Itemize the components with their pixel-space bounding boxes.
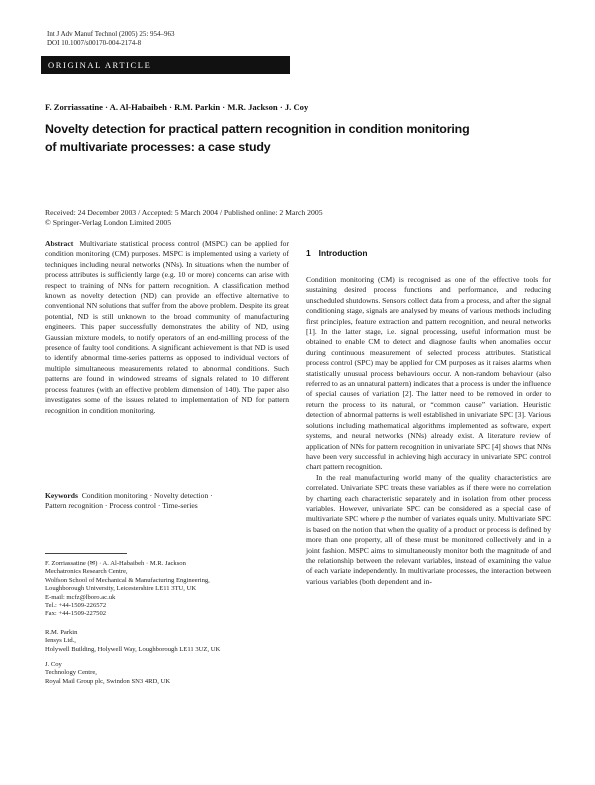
affiliation-line: Iensys Ltd., [45,637,76,645]
journal-reference [47,30,175,48]
introduction-body [306,275,551,587]
intro-paragraph-2-part-b: the number of variates equals unity. Multivariate SPC is based on the notion that when the quality of a product or process is defined by more than one property, all of these must be monitored collectively and in a joint fashion. MSPC aims to simultaneously monitor both the magnitude of and the relationship between the relevant variables, instead of examining the value of each variate independently. In multivariate processes, the interaction between various variables (both dependent and in- [306,514,551,586]
affiliation-line: Mechatronics Research Centre, [45,568,128,576]
variable-p: p [380,514,385,524]
paper-title-line-2: of multivariate processes: a case study [45,140,271,154]
affiliation-line: Technology Centre, [45,669,97,677]
intro-paragraph-1: Condition monitoring (CM) is recognised as one of the effective tools for sustaining desired process functions and performance, and reducing unscheduled shutdowns. Sensors collect data from a process, and after the signal conditioning stage, signals are analysed by means of various methods including first principles, feature extraction and pattern recognition, and neural networks [1]. In the latter stage, i.e. signal processing, useful information must be obtained to enable CM to detect and diagnose faults when anomalies occur during continuous measurement of selected process attributes. Statistical process control (SPC) may be applied for CM purposes as it raises alarms when statistically unusual process behaviours occur. A non-random behaviour (also referred to as an unnatural pattern) indicates that a process is under the influence of special causes of variation [2]. The latter need to be removed in order to return the process to its natural, or “common cause” variation. Heuristic detection of abnormal patterns is well established in univariate SPC [3]. Various solutions including mathematical algorithms implemented as software, expert systems, and neural networks (NNs) already exist. A literature review of application of NNs for pattern recognition in univariate SPC [4] shows that NNs have been very successful in achieving high accuracy in univariate SPC control chart pattern recognition. [306,275,551,472]
affiliation-line: Loughborough University, Leicestershire LE11 3TU, UK [45,585,197,593]
paper-title [45,120,565,156]
affiliation-coy [45,661,170,686]
affiliation-parkin [45,629,220,654]
keywords-label: Keywords [45,491,78,500]
affiliation-line: Royal Mail Group plc, Swindon SN3 4RD, UK [45,677,171,685]
affiliation-line: F. Zorriassatine (✉) · A. Al-Habaibeh · M.R. Jackson [45,560,186,567]
affiliation-line: Holywell Building, Holywell Way, Loughborough LE11 3UZ, UK [45,645,221,653]
affiliation-line: Fax: +44-1509-227502 [45,610,107,618]
intro-paragraph-2-part-a: In the real manufacturing world many of the quality characteristics are correlated. Univariate SPC treats these variables as if there were no correlation by charting each characteristic separately and in isolation from other process variables. However, univariate SPC can be considered as a special case of multivariate SPC where [306,472,551,524]
footnote-divider [45,553,127,554]
keywords-line-2: Pattern recognition · Process control · Time-series [45,501,198,511]
affiliation-line: Tel.: +44-1509-226572 [45,602,107,610]
paper-title-line-1: Novelty detection for practical pattern recognition in condition monitoring [45,122,470,136]
section-number: 1 [306,248,311,258]
affiliation-corresponding [45,560,210,619]
keywords-block [45,491,289,512]
article-type-banner: ORIGINAL ARTICLE [41,56,290,74]
publication-dates [45,208,323,228]
copyright-notice: © Springer-Verlag London Limited 2005 [45,218,172,227]
affiliation-line: J. Coy [45,661,62,668]
abstract-block [45,239,289,416]
author-list: F. Zorriassatine · A. Al-Habaibeh · R.M. Parkin · M.R. Jackson · J. Coy [45,102,309,112]
affiliation-line: R.M. Parkin [45,629,78,636]
abstract-label: Abstract [45,239,74,248]
received-accepted-dates: Received: 24 December 2003 / Accepted: 5 March 2004 / Published online: 2 March 2005 [45,208,323,217]
affiliation-line: Wolfson School of Mechanical & Manufacturing Engineering, [45,576,210,584]
keywords-line-1: Condition monitoring · Novelty detection · [81,491,213,500]
intro-paragraph-2 [306,473,551,587]
section-heading-introduction [306,248,368,258]
affiliation-line: E-mail: mcfz@lboro.ac.uk [45,593,116,601]
section-title: Introduction [318,248,368,258]
journal-doi: DOI 10.1007/s00170-004-2174-8 [47,39,142,47]
journal-citation: Int J Adv Manuf Technol (2005) 25: 954–963 [47,30,175,38]
abstract-text: Multivariate statistical process control (MSPC) can be applied for condition monitoring (CM) purposes. MSPC is implemented using a variety of techniques including neural networks (NNs). In situations when the number of process attributes is sufficiently large (e.g. 10 or more) concerns can arise with respect to training of NNs for pattern recognition. A classification method known as novelty detection (ND) can provide an effective alternative to conventional NN solutions that suffer from the above problem. Despite its great potential, ND is still unknown to the broad community of manufacturing engineers. This paper successfully demonstrates the ability of ND, using Gaussian mixture models, to notify operators of an end-milling process of the presence of faulty tool conditions. A significant achievement is that ND is used to identify abnormal time-series patterns as opposed to individual vectors of multiple simultaneous measurements related to abnormal conditions. Such patterns are found in windowed streams of signals related to 10 different process features (with an effective problem dimension of 140). The paper also investigates some of the issues related to implementation of ND for pattern recognition in condition monitoring. [45,239,289,415]
